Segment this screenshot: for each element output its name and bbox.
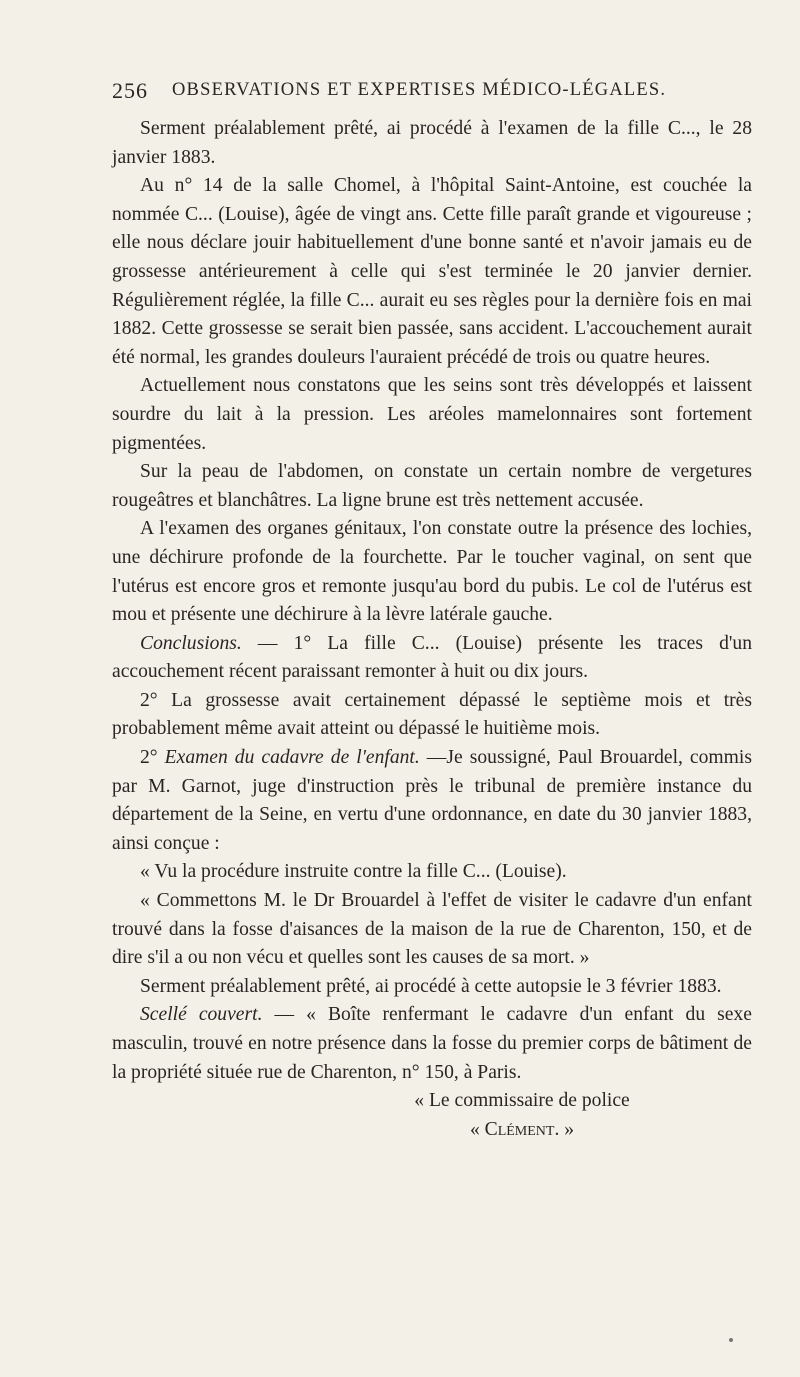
paragraph: Sur la peau de l'abdomen, on constate un certain nombre de vergetures rougeâtres et blanchâtres. La ligne brune est très nettement accusée.: [112, 461, 752, 511]
scelle-paragraph: Scellé couvert. — « Boîte renfermant le cadavre d'un enfant du sexe masculin, trouvé en notre présence dans la fosse du premier corps de bâtiment de la propriété située rue de Charenton, n° 150, à Paris.: [112, 1004, 752, 1083]
ink-spot: [729, 1338, 733, 1342]
conclusion-1: Conclusions. — 1° La fille C... (Louise) présente les traces d'un accouchement récent paraissant remonter à huit ou dix jours.: [112, 632, 752, 683]
paragraph: Serment préalablement prêté, ai procédé à cette autopsie le 3 février 1883.: [140, 975, 722, 997]
quote: « Vu la procédure instruite contre la fille C... (Louise).: [140, 861, 567, 883]
signature-line-2: « Clément. »: [469, 1118, 575, 1140]
scelle-label: Scellé couvert.: [140, 1004, 263, 1026]
running-title: OBSERVATIONS ET EXPERTISES MÉDICO-LÉGALES.: [172, 80, 667, 100]
conclusion-2: 2° La grossesse avait certainement dépassé le septième mois et très probablement même avait atteint ou dépassé le huitième mois.: [112, 689, 752, 740]
conclusions-label: Conclusions.: [140, 632, 242, 654]
paragraph: Au n° 14 de la salle Chomel, à l'hôpital Saint-Antoine, est couchée la nommée C... (Louise), âgée de vingt ans. Cette fille paraît grande et vigoureuse ; elle nous déclare jouir habituellement d'une bonne santé et n'avoir jamais eu de grossesse antérieurement à celle qui s'est terminée le 20 janvier dernier. Régulièrement réglée, la fille C... aurait eu ses règles pour la dernière fois en mai 1882. Cette grossesse se serait bien passée, sans accident. L'accouchement aurait été normal, les grandes douleurs l'auraient précédé de trois ou quatre heures.: [112, 175, 752, 368]
page-number: 256: [112, 78, 148, 103]
page-body: [112, 115, 752, 1144]
quote: « Commettons M. le Dr Brouardel à l'effet de visiter le cadavre d'un enfant trouvé dans la fosse d'aisances de la maison de la rue de Charenton, 150, et de dire s'il a ou non vécu et quelles sont les causes de sa mort. »: [112, 890, 752, 969]
signature-line-1: « Le commissaire de police: [414, 1090, 630, 1112]
paragraph: Serment préalablement prêté, ai procédé à l'examen de la fille C..., le 28 janvier 1883.: [112, 118, 752, 168]
examen-label: Examen du cadavre de l'enfant.: [164, 747, 420, 769]
conclusion-3: 2° Examen du cadavre de l'enfant. —Je soussigné, Paul Brouardel, commis par M. Garnot, juge d'instruction près le tribunal de première instance du département de la Seine, en vertu d'une ordonnance, en date du 30 janvier 1883, ainsi conçue :: [112, 747, 752, 854]
paragraph: Actuellement nous constatons que les seins sont très développés et laissent sourdre du lait à la pression. Les aréoles mamelonnaires sont fortement pigmentées.: [112, 375, 752, 454]
paragraph: A l'examen des organes génitaux, l'on constate outre la présence des lochies, une déchirure profonde de la fourchette. Par le toucher vaginal, on sent que l'utérus est encore gros et remonte jusqu'au bord du pubis. Le col de l'utérus est mou et présente une déchirure à la lèvre latérale gauche.: [112, 518, 752, 626]
